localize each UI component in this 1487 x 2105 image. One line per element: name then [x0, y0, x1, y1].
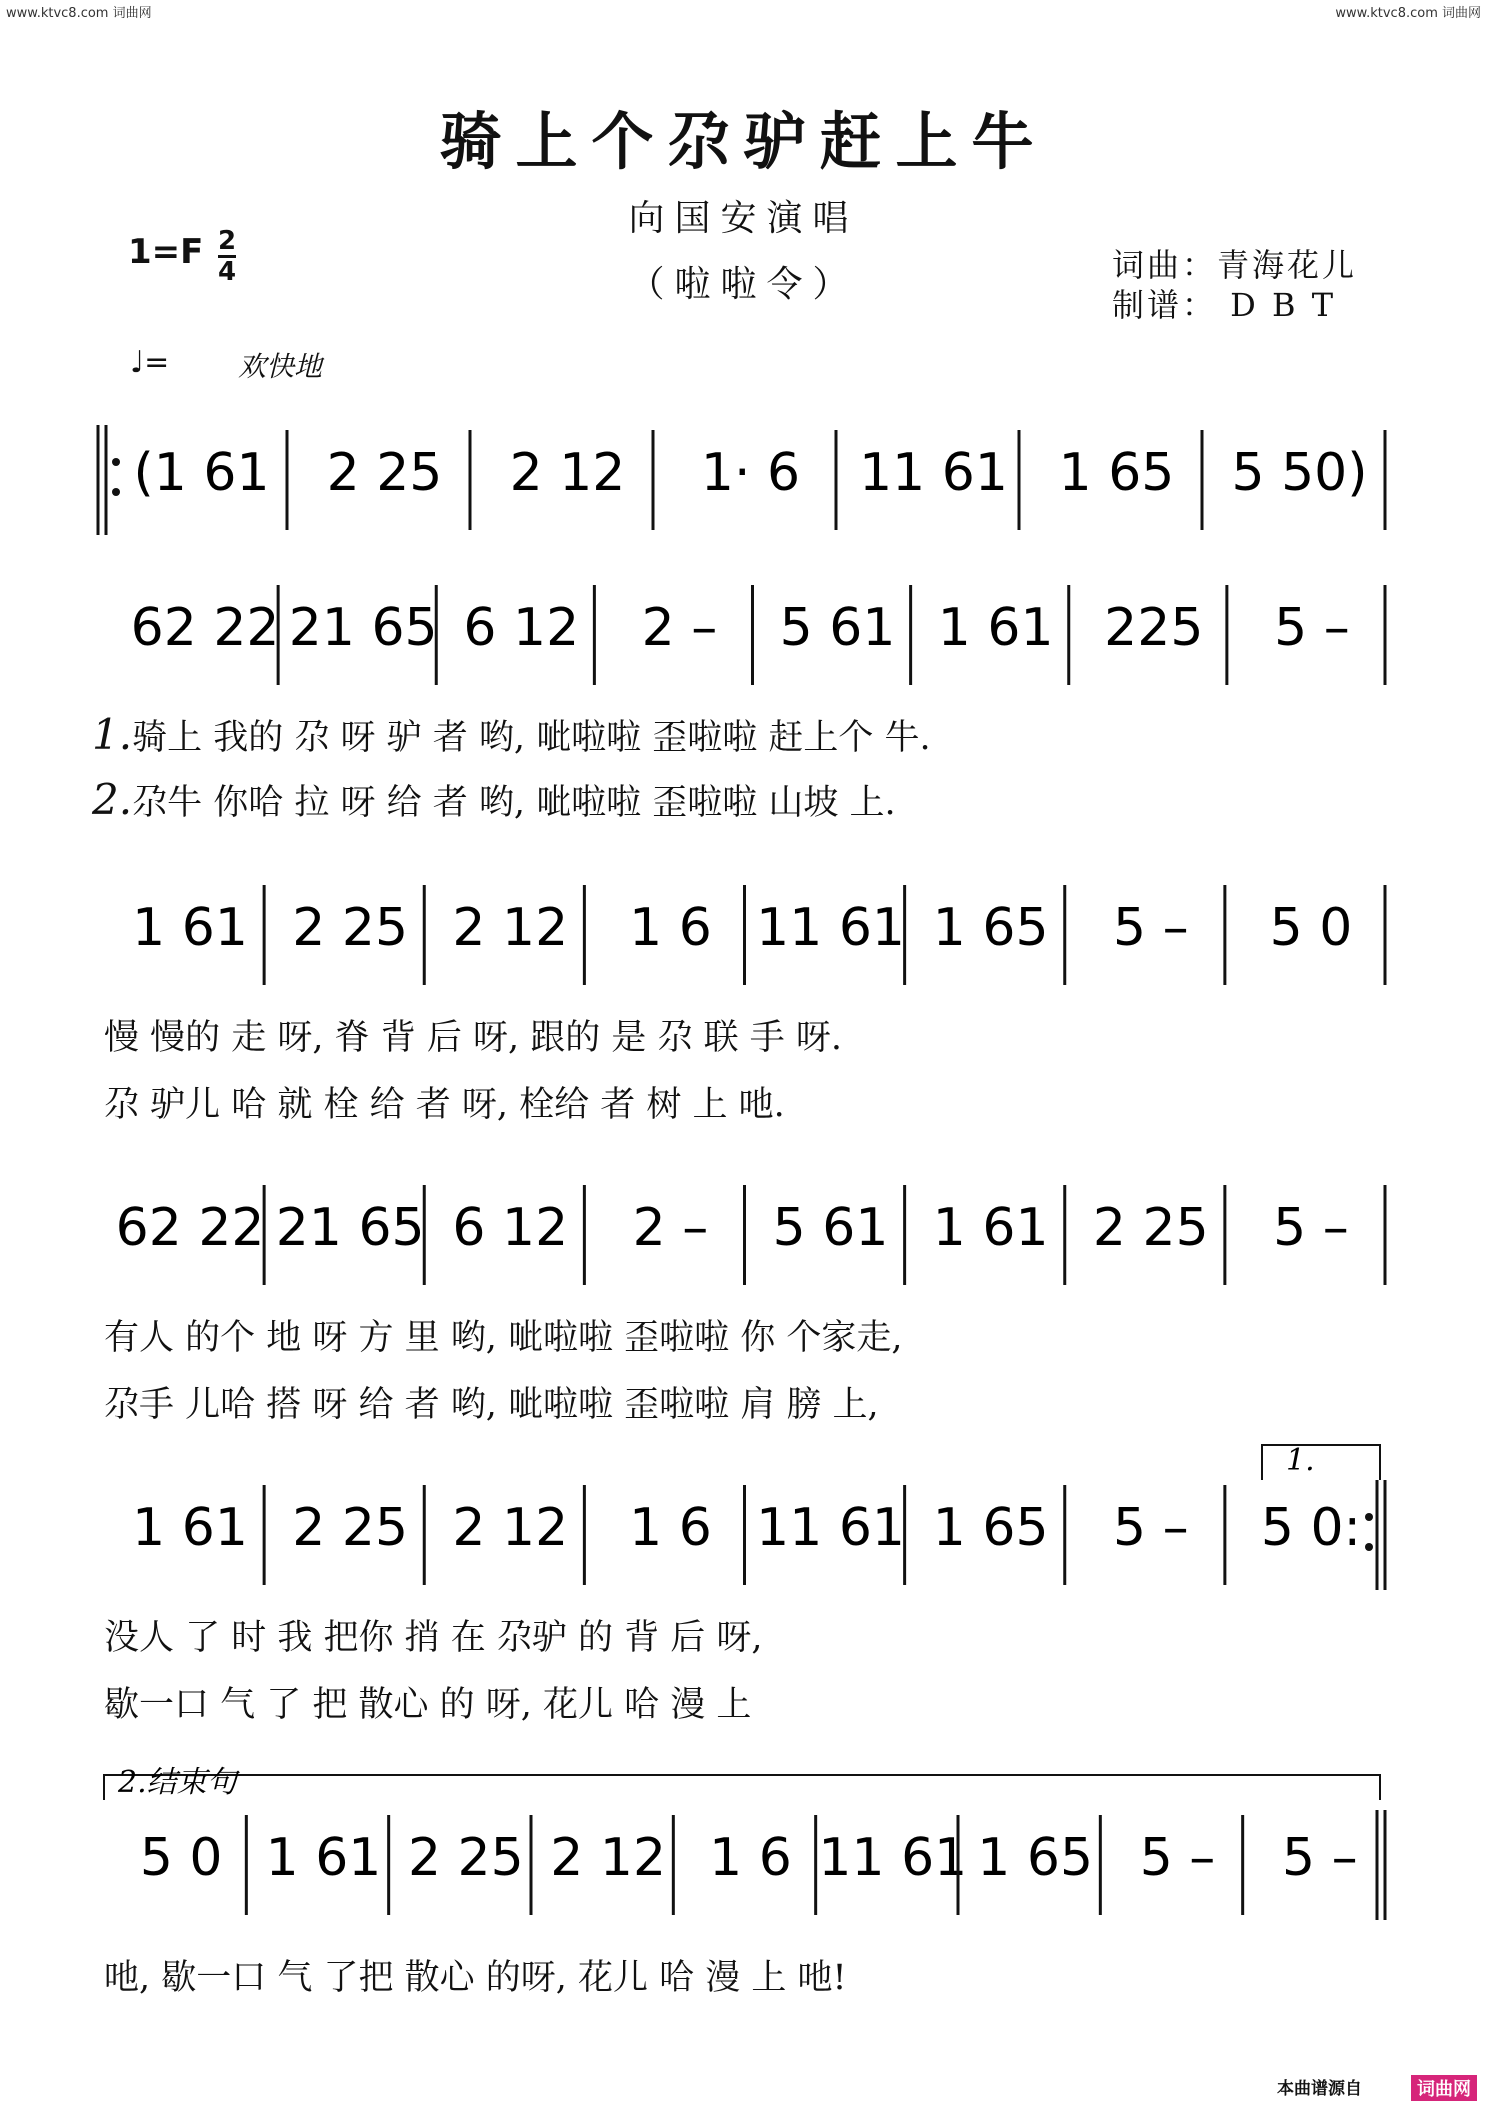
measure-notes: 6 12	[463, 598, 580, 658]
repeat-dot	[1365, 1513, 1373, 1521]
tempo-marking: ♩=	[130, 345, 170, 380]
song-subtitle: （啦啦令）	[628, 264, 859, 305]
measure-notes: 2 12	[452, 898, 569, 958]
measure-notes: 1 6	[629, 898, 712, 958]
song-title: 骑上个尕驴赶上牛	[439, 105, 1048, 178]
measure-notes: 2 25	[1092, 1198, 1209, 1258]
measure-notes: 5 50)	[1231, 443, 1368, 503]
measure-notes: 21 65	[275, 1198, 425, 1258]
measure-notes: 62 22	[130, 598, 280, 658]
measure-notes: 5 –	[1113, 1498, 1189, 1558]
lyrics-s3-v2: 尕 驴儿 哈 就 栓 给 者 呀, 栓给 者 树 上 吔.	[104, 1085, 785, 1125]
tempo-word: 欢快地	[238, 350, 323, 383]
singer-line: 向国安演唱	[628, 198, 859, 239]
measure-notes: 6 12	[452, 1198, 569, 1258]
lyrics-s2-v1	[92, 710, 931, 760]
measure-notes: 1 65	[977, 1828, 1094, 1888]
meter-bottom: 4	[218, 257, 237, 287]
measure-notes: 2 25	[292, 898, 409, 958]
measure-notes: 1 61	[132, 1498, 248, 1558]
measure-notes: 2 12	[452, 1498, 569, 1558]
lyrics-s2-v2	[92, 775, 896, 825]
measure-notes: 5 –	[1274, 598, 1350, 658]
lyrics-s2-v1-text: 骑上 我的 尕 呀 驴 者 哟, 呲啦啦 歪啦啦 赶上个 牛.	[132, 718, 931, 758]
measure-notes: 2 12	[550, 1828, 667, 1888]
measure-notes: 2 25	[326, 443, 443, 503]
measure-notes: 2 12	[509, 443, 626, 503]
repeat-dot	[112, 458, 120, 466]
measure-notes: 2 25	[292, 1498, 409, 1558]
meter-top: 2	[218, 226, 237, 256]
measure-notes: 5 –	[1139, 1828, 1216, 1888]
measure-notes: 5 0:	[1260, 1498, 1362, 1558]
measure-notes: 1 61	[932, 1198, 1049, 1258]
measure-notes: 5 61	[779, 598, 896, 658]
measure-notes: 2 25	[407, 1828, 524, 1888]
key-signature: 1=F	[128, 232, 204, 272]
measure-notes: 11 61	[818, 1828, 968, 1888]
lyrics-s5-v2: 歇一口 气 了 把 散心 的 呀, 花儿 哈 漫 上	[104, 1685, 752, 1725]
measure-notes: 1 65	[932, 1498, 1049, 1558]
credit-lyrics: 词曲：青海花儿	[1112, 246, 1358, 284]
measure-notes: 5 –	[1273, 1198, 1349, 1258]
lyrics-s6: 吔, 歇一口 气 了把 散心 的呀, 花儿 哈 漫 上 吔!	[104, 1958, 847, 1998]
repeat-dot	[112, 488, 120, 496]
volta-2-bracket	[104, 1775, 1380, 1800]
verse-1-number: 1.	[92, 710, 133, 759]
measure-notes: 1 65	[1058, 443, 1175, 503]
measure-notes: 11 61	[756, 1498, 905, 1558]
lyrics-s4-v2: 尕手 儿哈 搭 呀 给 者 哟, 呲啦啦 歪啦啦 肩 膀 上,	[104, 1385, 879, 1425]
measure-notes: 11 61	[859, 443, 1008, 503]
volta-1-label: 1.	[1286, 1443, 1315, 1478]
lyrics-s4-v1: 有人 的个 地 呀 方 里 哟, 呲啦啦 歪啦啦 你 个家走,	[104, 1318, 903, 1358]
measure-notes: 5 61	[772, 1198, 889, 1258]
measure-notes: (1 61	[133, 443, 270, 503]
measure-notes: 1· 6	[700, 443, 801, 503]
measure-notes: 1 6	[629, 1498, 712, 1558]
watermark-left: www.ktvc8.com 词曲网	[6, 6, 152, 21]
measure-notes: 5 –	[1282, 1828, 1358, 1888]
volta-2-label: 2.结束句	[118, 1765, 237, 1800]
lyrics-s2-v2-text: 尕牛 你哈 拉 呀 给 者 哟, 呲啦啦 歪啦啦 山坡 上.	[132, 783, 896, 823]
verse-2-number: 2.	[92, 775, 133, 824]
measure-notes: 62 22	[115, 1198, 265, 1258]
footer-source: 本曲谱源自	[1277, 2079, 1362, 2099]
measure-notes: 1 61	[937, 598, 1054, 658]
repeat-dot	[1365, 1543, 1373, 1551]
footer-brand: 词曲网	[1411, 2075, 1477, 2101]
measure-notes: 2 –	[632, 1198, 709, 1258]
measure-notes: 5 0	[1269, 898, 1353, 958]
watermark-right: www.ktvc8.com 词曲网	[1335, 6, 1481, 21]
lyrics-s5-v1: 没人 了 时 我 把你 捎 在 尕驴 的 背 后 呀,	[104, 1618, 763, 1658]
volta-1-bracket	[1262, 1445, 1380, 1480]
measure-notes: 21 65	[288, 598, 438, 658]
measure-notes: 2 –	[641, 598, 718, 658]
measure-notes: 11 61	[756, 898, 905, 958]
credit-score: 制谱： D B T	[1112, 286, 1337, 324]
lyrics-s3-v1: 慢 慢的 走 呀, 脊 背 后 呀, 跟的 是 尕 联 手 呀.	[104, 1018, 843, 1058]
measure-notes: 225	[1104, 598, 1204, 658]
measure-notes: 5 0	[139, 1828, 223, 1888]
measure-notes: 1 61	[265, 1828, 382, 1888]
measure-notes: 5 –	[1113, 898, 1189, 958]
measure-notes: 1 6	[709, 1828, 792, 1888]
measure-notes: 1 61	[132, 898, 248, 958]
measure-notes: 1 65	[932, 898, 1049, 958]
